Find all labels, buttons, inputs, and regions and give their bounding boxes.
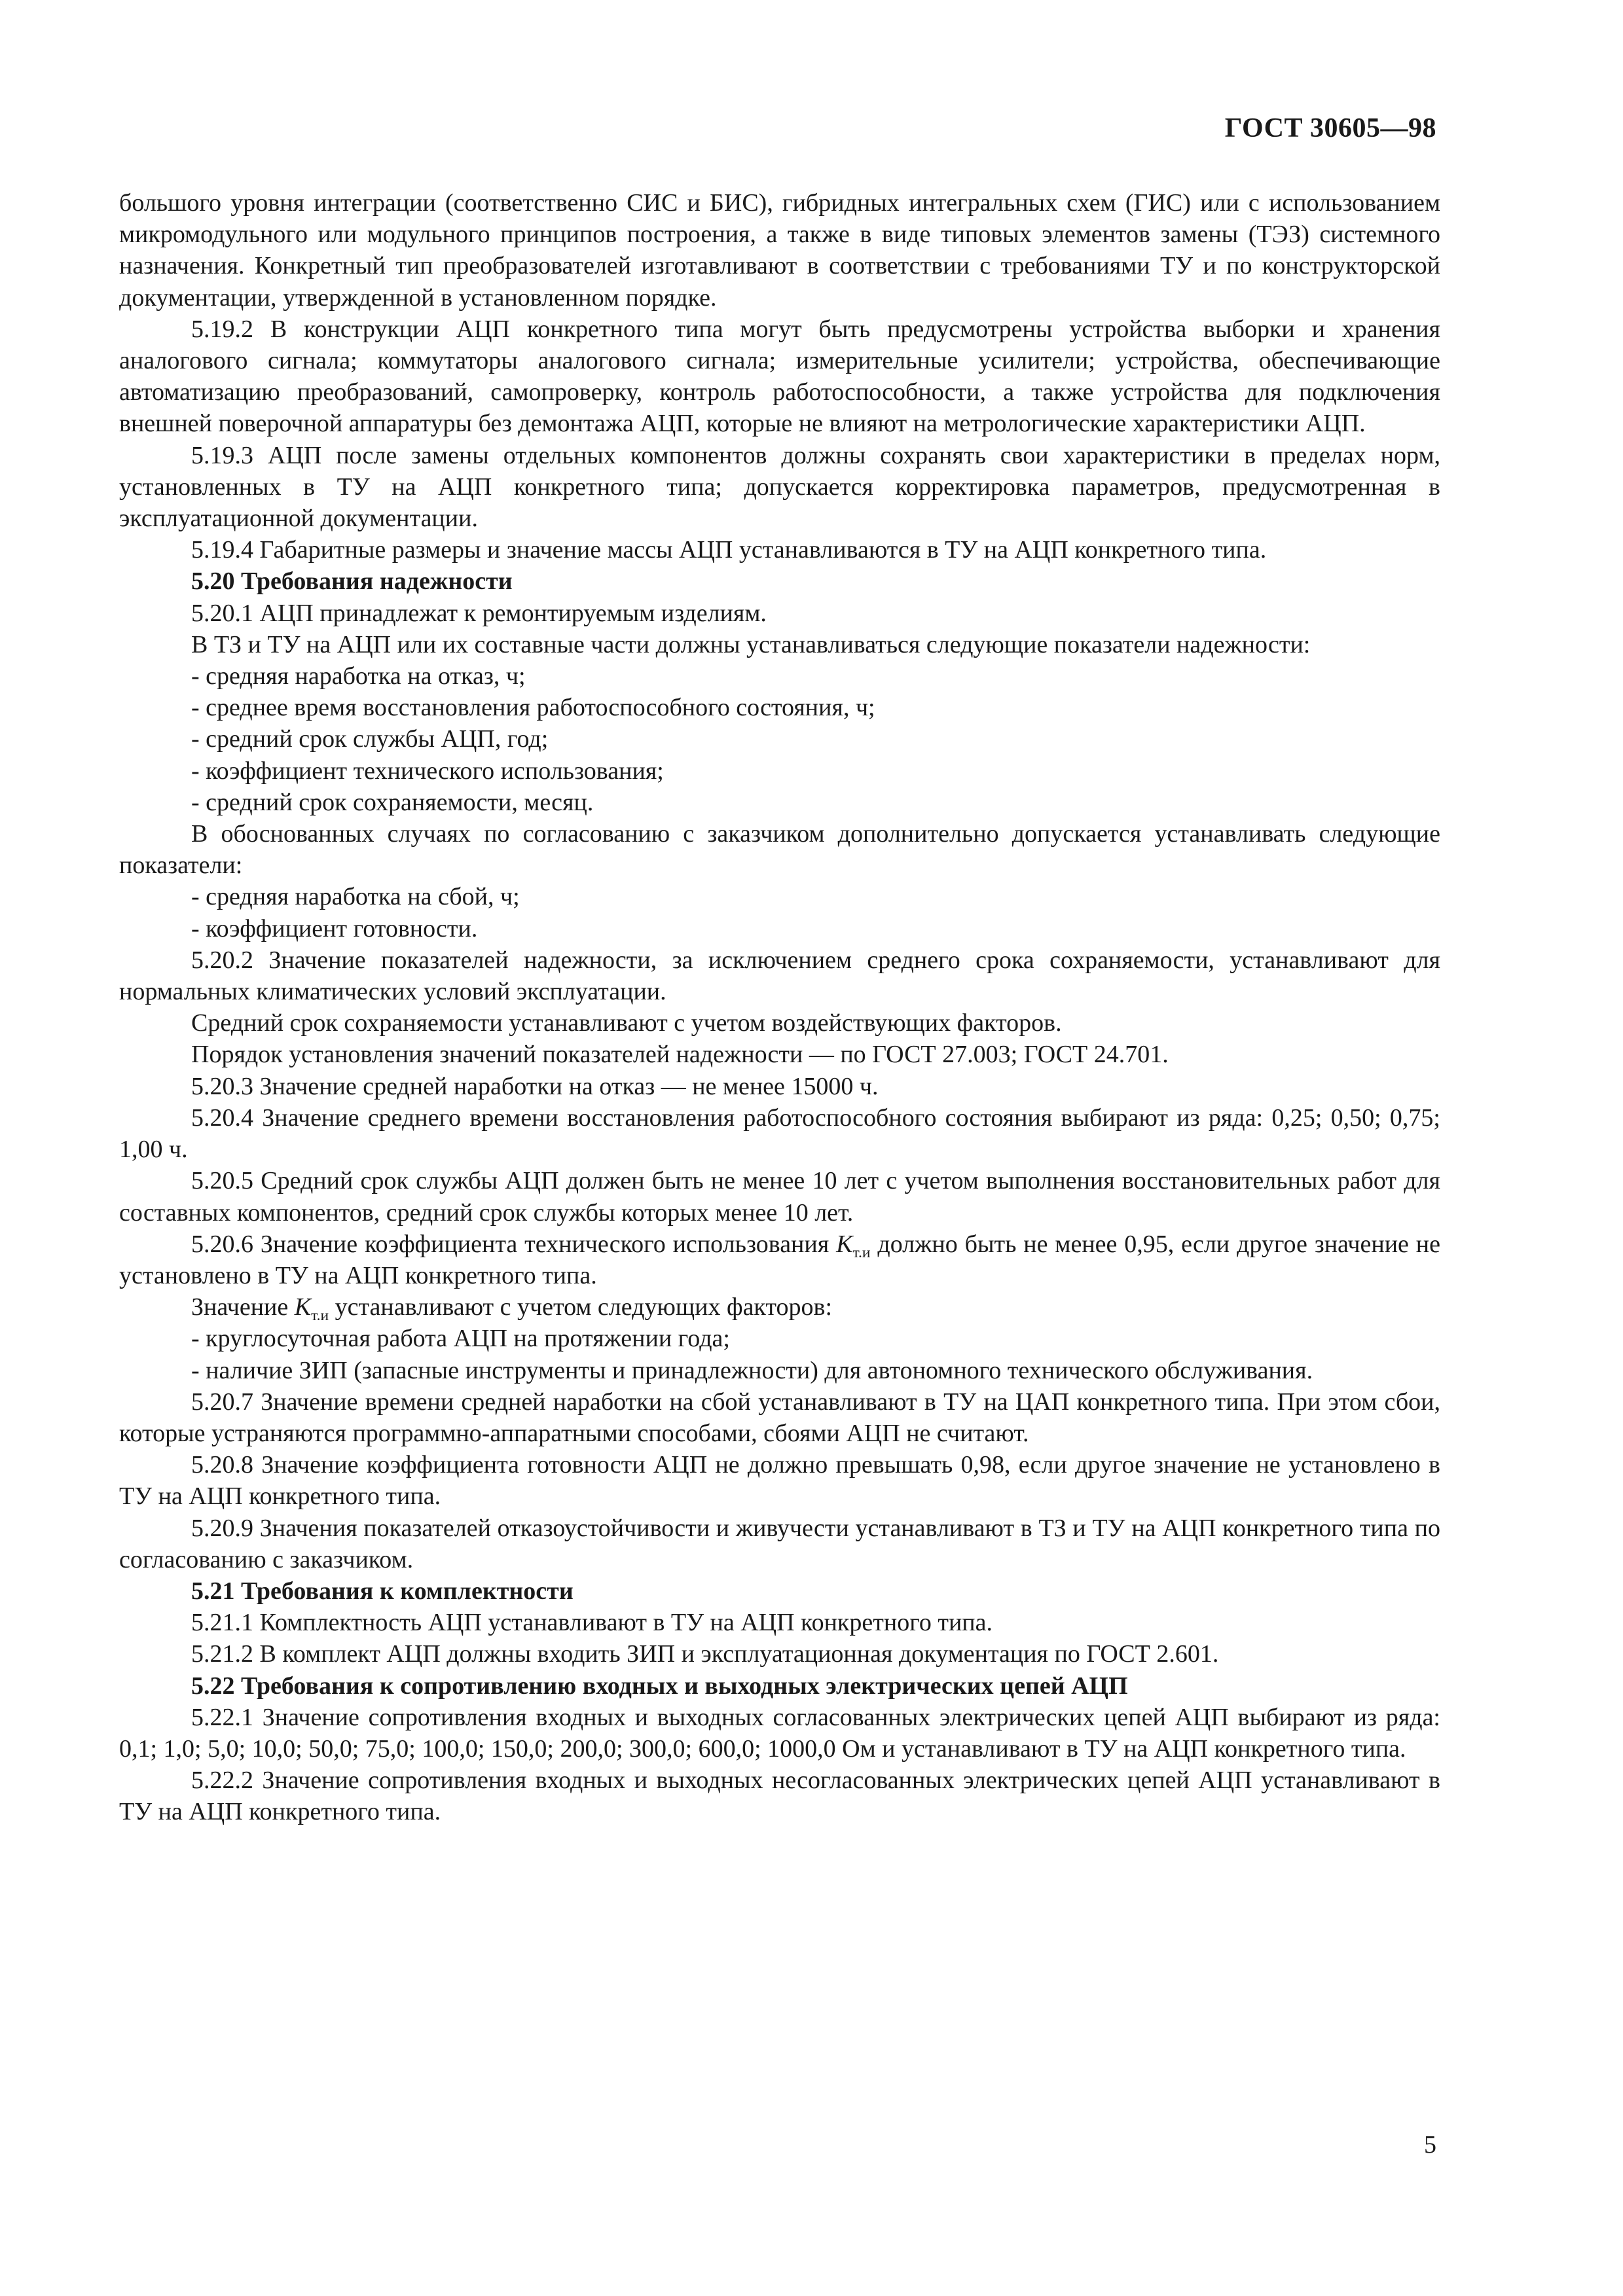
- document-body: [119, 187, 1440, 1828]
- paragraph-5-20-1: 5.20.1 АЦП принадлежат к ремонтируемым изделиям.: [191, 599, 767, 627]
- section-heading-5-22: 5.22 Требования к сопротивлению входных и выходных электрических цепей АЦП: [191, 1672, 1128, 1700]
- additional-indicators-list: [119, 881, 1440, 944]
- list-item: - средний срок службы АЦП, год;: [191, 725, 549, 753]
- list-item: - коэффициент технического использования;: [191, 757, 664, 785]
- paragraph-5-20-8: 5.20.8 Значение коэффициента готовности АЦП не должно превышать 0,98, если другое значение не установлено в ТУ на АЦП конкретного типа.: [119, 1451, 1440, 1511]
- paragraph-5-22-1: 5.22.1 Значение сопротивления входных и выходных согласованных электрических цепей АЦП выбирают из ряда: 0,1; 1,0; 5,0; 10,0; 50,0; 75,0; 100,0; 150,0; 200,0; 300,0; 600,0; 1000,0 Ом и устанавливают в ТУ на АЦП конкретного типа.: [119, 1703, 1440, 1763]
- paragraph-kti-factors: [119, 1291, 1440, 1323]
- paragraph-5-20-3: 5.20.3 Значение средней наработки на отказ — не менее 15000 ч.: [191, 1072, 879, 1100]
- text-run: Значение: [191, 1293, 295, 1321]
- text-run: должно быть не менее 0,95, если другое значение не установлено в ТУ на АЦП конкретного типа.: [119, 1230, 1440, 1289]
- paragraph-5-20-6: [119, 1229, 1440, 1291]
- text-run: устанавливают с учетом следующих факторов:: [329, 1293, 832, 1321]
- section-heading-5-20: 5.20 Требования надежности: [191, 567, 513, 596]
- paragraph-5-20-9: 5.20.9 Значения показателей отказоустойчивости и живучести устанавливают в ТЗ и ТУ на АЦП конкретного типа по согласованию с заказчиком.: [119, 1514, 1440, 1573]
- paragraph-5-20-4: 5.20.4 Значение среднего времени восстановления работоспособного состояния выбирают из ряда: 0,25; 0,50; 0,75; 1,00 ч.: [119, 1103, 1440, 1164]
- reliability-indicators-list: [119, 660, 1440, 818]
- paragraph-5-19-3: 5.19.3 АЦП после замены отдельных компонентов должны сохранять свои характеристики в пределах норм, установленных в ТУ на АЦП конкретного типа; допускается корректировка параметров, предусмотренная в эксплуатационной документации.: [119, 441, 1440, 533]
- list-item: - средняя наработка на сбой, ч;: [191, 883, 520, 911]
- list-item-round-the-clock: - круглосуточная работа АЦП на протяжении года;: [191, 1325, 730, 1353]
- coefficient-subscript: т.и: [852, 1244, 871, 1261]
- coefficient-symbol: K: [294, 1293, 312, 1321]
- paragraph-5-22-2: 5.22.2 Значение сопротивления входных и выходных несогласованных электрических цепей АЦП устанавливают в ТУ на АЦП конкретного типа.: [119, 1767, 1440, 1826]
- paragraph-5-19-2: 5.19.2 В конструкции АЦП конкретного типа могут быть предусмотрены устройства выборки и хранения аналогового сигнала; коммутаторы аналогового сигнала; измерительные усилители; устройства, обеспечивающие автоматизацию преобразований, самопроверку, контроль работоспособности, а также устройства для подключения внешней поверочной аппаратуры без демонтажа АЦП, которые не влияют на метрологические характеристики АЦП.: [119, 315, 1440, 438]
- paragraph-5-20-5: 5.20.5 Средний срок службы АЦП должен быть не менее 10 лет с учетом выполнения восстановительных работ для составных компонентов, средний срок службы которых менее 10 лет.: [119, 1167, 1440, 1227]
- paragraph-5-20-7: 5.20.7 Значение времени средней наработки на сбой устанавливают в ТУ на ЦАП конкретного типа. При этом сбои, которые устраняются программно-аппаратными способами, сбоями АЦП не считают.: [119, 1388, 1440, 1447]
- text-run: 5.20.6 Значение коэффициента технического использования: [191, 1230, 837, 1258]
- list-item-spare-parts: - наличие ЗИП (запасные инструменты и принадлежности) для автономного технического обслуживания.: [191, 1356, 1313, 1384]
- paragraph-5-20-2: 5.20.2 Значение показателей надежности, за исключением среднего срока сохраняемости, устанавливают для нормальных климатических условий эксплуатации.: [119, 946, 1440, 1006]
- paragraph-5-19-4: 5.19.4 Габаритные размеры и значение массы АЦП устанавливаются в ТУ на АЦП конкретного типа.: [191, 536, 1267, 564]
- paragraph-additional-indicators: В обоснованных случаях по согласованию с заказчиком дополнительно допускается устанавливать следующие показатели:: [119, 820, 1440, 880]
- paragraph-5-21-1: 5.21.1 Комплектность АЦП устанавливают в ТУ на АЦП конкретного типа.: [191, 1609, 993, 1637]
- paragraph-storage-life: Средний срок сохраняемости устанавливают с учетом воздействующих факторов.: [191, 1009, 1062, 1037]
- document-header: ГОСТ 30605—98: [1224, 113, 1436, 143]
- list-item: - средняя наработка на отказ, ч;: [191, 662, 526, 691]
- paragraph-5-19-1-continuation: большого уровня интеграции (соответственно СИС и БИС), гибридных интегральных схем (ГИС) или с использованием микромодульного или модульного принципов построения, а также в виде типовых элементов замены (ТЭЗ) системного назначения. Конкретный тип преобразователей изготавливают в соответствии с требованиями ТУ и по конструкторской документации, утвержденной в установленном порядке.: [119, 189, 1440, 312]
- paragraph-5-21-2: 5.21.2 В комплект АЦП должны входить ЗИП и эксплуатационная документация по ГОСТ 2.601.: [191, 1640, 1219, 1668]
- list-item: - среднее время восстановления работоспособного состояния, ч;: [191, 694, 875, 722]
- paragraph-order-of-values: Порядок установления значений показателей надежности — по ГОСТ 27.003; ГОСТ 24.701.: [191, 1041, 1169, 1069]
- coefficient-subscript: т.и: [311, 1307, 329, 1325]
- section-heading-5-21: 5.21 Требования к комплектности: [191, 1577, 574, 1605]
- paragraph-reliability-intro: В ТЗ и ТУ на АЦП или их составные части должны устанавливаться следующие показатели надежности:: [191, 630, 1311, 658]
- list-item: - коэффициент готовности.: [191, 914, 478, 942]
- coefficient-symbol: K: [836, 1230, 853, 1258]
- list-item: - средний срок сохраняемости, месяц.: [191, 788, 594, 816]
- page-number: 5: [1424, 2131, 1436, 2159]
